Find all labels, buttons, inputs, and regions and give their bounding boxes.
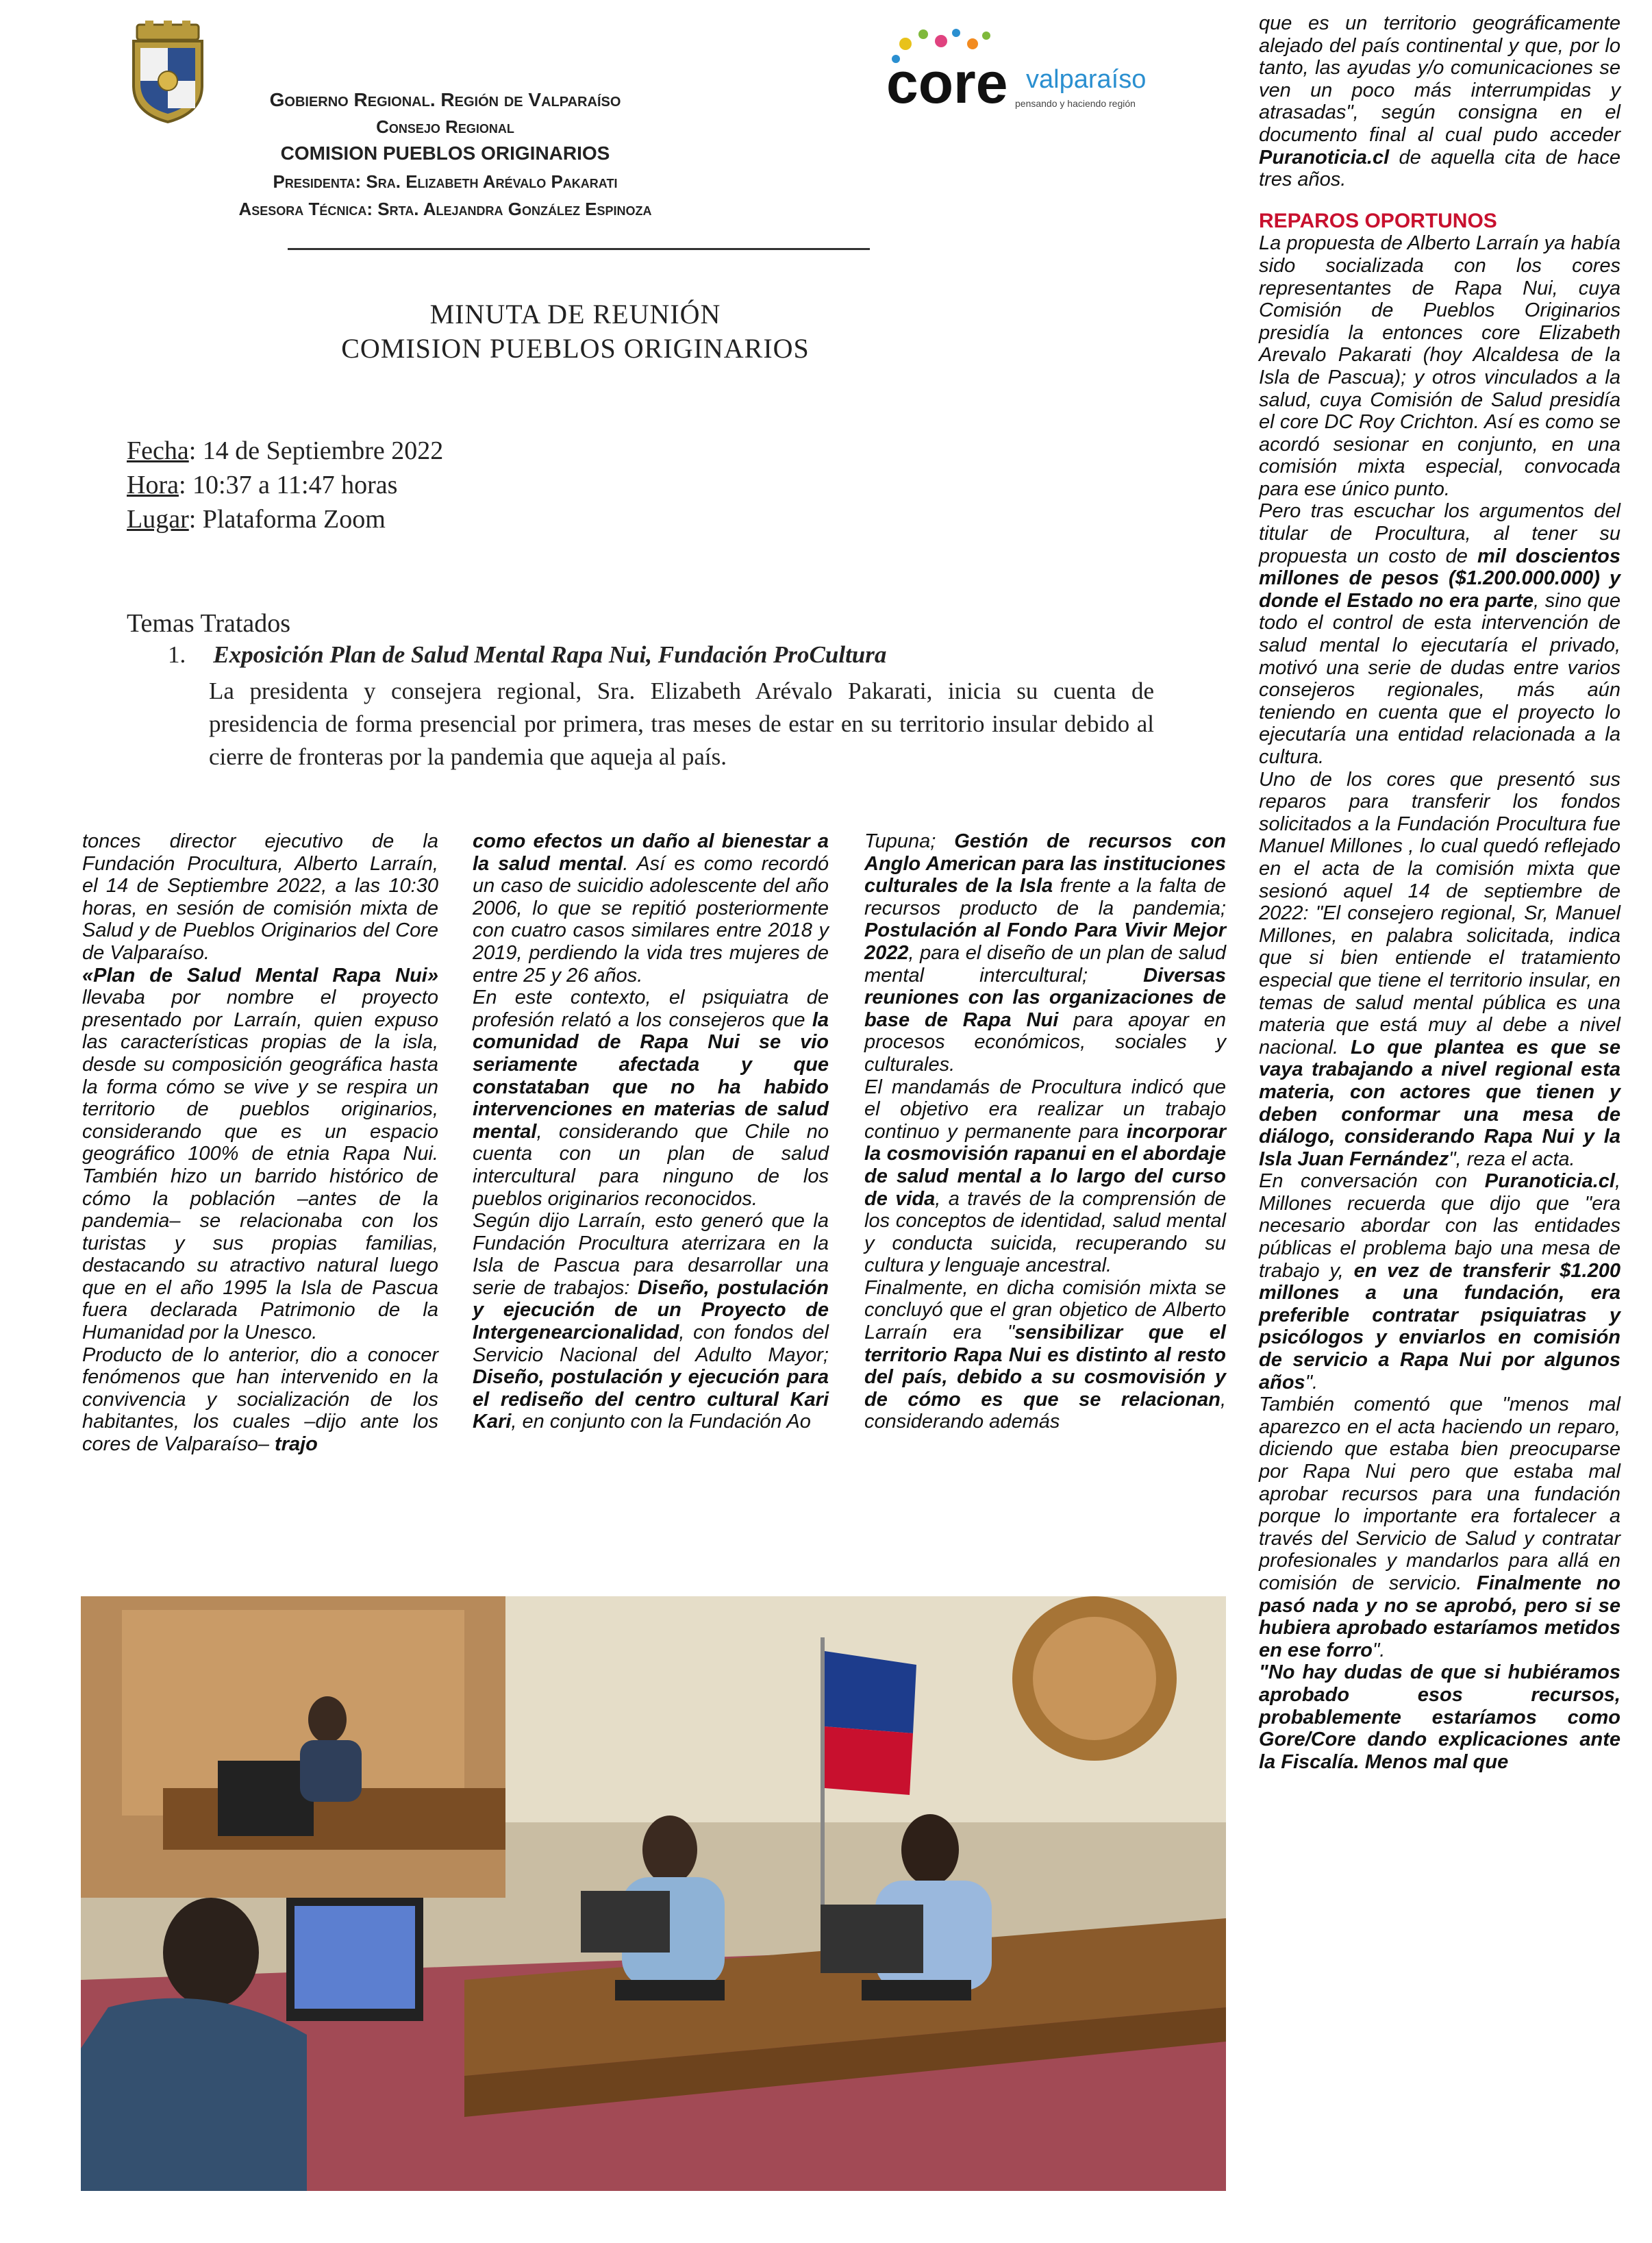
paragraph: [473, 830, 829, 987]
text-run: , con fondos del Servicio Nacional del Adulto Mayor;: [473, 1322, 829, 1366]
text-run: , para el diseño de un plan de salud mental intercultural;: [864, 941, 1226, 987]
paragraph: [1259, 1393, 1620, 1661]
text-run: Tupuna;: [864, 830, 955, 852]
bold-run: trajo: [275, 1433, 318, 1456]
text-run: , en conjunto con la Fundación Ao: [511, 1411, 811, 1433]
text-run: frente a la falta de recursos producto de la pandemia;: [864, 875, 1226, 919]
bold-run: Gestión de recursos con Anglo American para las instituciones culturales de la Isla: [864, 830, 1226, 897]
bold-run: Finalmente no pasó nada y no se aprobó, pero si se hubiera aprobado estaríamos metidos en ese forro: [1259, 1572, 1620, 1661]
bold-run: Diversas reuniones con las organizaciones de base de Rapa Nui: [864, 964, 1226, 1031]
text-run: En conversación con: [1259, 1170, 1485, 1193]
text-run: , considerando que Chile no cuenta con un plan de salud intercultural para ninguno de los pueblos originarios reconocidos.: [473, 1120, 829, 1210]
text-run: Finalmente, en dicha comisión mixta se concluyó que el gran objetico de Alberto Larraín era ": [864, 1276, 1226, 1344]
meta-fecha: Fecha: 14 de Septiembre 2022: [127, 436, 444, 465]
text-run: de aquella cita de hace tres años.: [1259, 146, 1620, 191]
column-4-body: [1259, 232, 1620, 1773]
text-run: ", reza el acta.: [1449, 1148, 1575, 1170]
text-run: . Así es como recordó un caso de suicidio adolescente del año 2006, lo que se repitió posteriormente con cuatro casos similares entre 2018 y 2019, perdiendo la vida tres mujeres de entre 25 y 26 años.: [473, 852, 829, 987]
text-run: El mandamás de Procultura indicó que el objetivo era realizar un trabajo continuo y permanente para: [864, 1076, 1226, 1143]
bold-run: Diseño, postulación y ejecución de un Proyecto de Intergenearcionalidad: [473, 1276, 829, 1344]
bold-run: Puranoticia.cl: [1259, 146, 1390, 169]
paragraph: [473, 1210, 829, 1433]
paragraph: [473, 987, 829, 1210]
bold-run: incorporar la cosmovisión rapanui en el abordaje de salud mental a lo largo del curso de vida: [864, 1120, 1226, 1210]
core-logo-word: core: [886, 51, 1008, 115]
bold-run: Diseño, postulación y ejecución para el rediseño del centro cultural Kari Kari: [473, 1366, 829, 1433]
article-column-1: [82, 830, 438, 1456]
text-run: ".: [1305, 1371, 1318, 1393]
text-run: , sino que todo el control de esta intervención de salud mental lo ejecutaría el privado, motivó una serie de dudas entre varios consejeros regionales, más aún teniendo en cuenta que el proyecto lo ejecutaría una entidad relacionada a la cultura.: [1259, 589, 1620, 768]
text-run: ".: [1373, 1639, 1386, 1661]
paragraph: [82, 1344, 438, 1456]
bold-run: en vez de transferir $1.200 millones a una fundación, era preferible contratar psiquiatras y psicólogos y enviarlos en comisión de servicio a Rapa Nui por algunos años: [1259, 1259, 1620, 1393]
text-run: La propuesta de Alberto Larraín ya había sido socializada con los cores representantes de Rapa Nui, cuya Comisión de Pueblos Originarios presidía la entonces core Elizabeth Arevalo Pakarati (hoy Alcaldesa de la Isla de Pascua); y otros vinculados a la salud, cuya Comisión de Salud presidía el core DC Roy Crichton. Así es como se acordó sesionar en conjunto, en una comisión mixta especial, convocada para ese único punto.: [1259, 232, 1620, 500]
bold-run: la comunidad de Rapa Nui se vio seriamente afectada y que constataban que no ha habido intervenciones en materias de salud mental: [473, 1008, 829, 1143]
paragraph: [1259, 500, 1620, 768]
bold-run: Puranoticia.cl: [1484, 1170, 1615, 1193]
paragraph: [1259, 12, 1620, 191]
paragraph: [82, 965, 438, 1344]
header-divider: [288, 248, 870, 250]
meta-lugar: Lugar: Plataforma Zoom: [127, 505, 386, 534]
text-run: , Millones recuerda que dijo que "era necesario abordar con las entidades públicas el problema bajo una mesa de trabajo y,: [1259, 1170, 1620, 1282]
text-run: llevaba por nombre el proyecto presentado por Larraín, quien expuso las características propias de la isla, desde su composición geográfica hasta la forma cómo se vive y se respira un territorio de pueblos originarios, considerando que es un espacio geográfico 100% de etnia Rapa Nui. También hizo un barrido histórico de cómo la población –antes de la pandemia– se relacionaba con los turistas y sus propias familias, destacando su atractivo natural luego que en el año 1995 la Isla de Pascua fuera declarada Patrimonio de la Humanidad por la Unesco.: [82, 987, 438, 1344]
temas-tratados-heading: Temas Tratados: [127, 609, 291, 638]
bold-run: Postulación al Fondo Para Vivir Mejor 2022: [864, 919, 1226, 964]
header-line-asesora: Asesora Técnica: Srta. Alejandra González Espinoza: [238, 199, 652, 219]
text-run: Uno de los cores que presentó sus reparos para transferir los fondos solicitados a la Fundación Procultura fue Manuel Millones , lo cual quedó reflejado en el acta de la comisión mixta que sesionó aquel 14 de septiembre de 2022: "El consejero regional, Sr, Manuel Millones, en palabra solicitada, indica que si bien entiende el tratamiento especial que tiene el territorio insular, en temas de salud mental pública es una materia que está muy al debe a nivel nacional.: [1259, 768, 1620, 1058]
article-column-4: [1259, 12, 1620, 1773]
bold-run: Lo que plantea es que se vaya trabajando a nivel regional esta materia, con actores que tienen y deben conformar una mesa de diálogo, considerando Rapa Nui y la Isla Juan Fernández: [1259, 1036, 1620, 1170]
text-run: , considerando además: [864, 1388, 1226, 1433]
text-run: Según dijo Larraín, esto generó que la Fundación Procultura aterrizara en la Isla de Pascua para desarrollar una serie de trabajos:: [473, 1210, 829, 1299]
text-run: tonces director ejecutivo de la Fundación Procultura, Alberto Larraín, el 14 de Septiembre 2022, a las 10:30 horas, en sesión de comisión mixta de Salud y de Pueblos Originarios del Core de Valparaíso.: [82, 830, 438, 964]
bold-run: sensibilizar que el territorio Rapa Nui es distinto al resto del país, debido a su cosmovisión y de cómo es que se relacionan: [864, 1322, 1226, 1411]
header-line-gobierno: Gobierno Regional. Región de Valparaíso: [269, 89, 621, 110]
bold-run: como efectos un daño al bienestar a la salud mental: [473, 830, 829, 875]
article-column-2: [473, 830, 829, 1433]
scanned-minute-document: [0, 0, 1212, 815]
header-line-consejo: Consejo Regional: [376, 116, 514, 137]
text-run: , a través de la comprensión de los conceptos de identidad, salud mental y conducta suicida, recuperando su cultura y lenguaje ancestral.: [864, 1187, 1226, 1277]
header-line-comision: COMISION PUEBLOS ORIGINARIOS: [280, 142, 610, 164]
paragraph: [1259, 232, 1620, 500]
core-valparaiso-logo: [884, 27, 1171, 123]
text-run: que es un territorio geográficamente alejado del país continental y que, por lo tanto, las ayudas y/o comunicaciones se ven un poco más interrumpidas y atrasadas", según consigna en el documento final al cual pudo acceder: [1259, 12, 1620, 146]
paragraph: [82, 830, 438, 965]
core-logo-region: valparaíso: [1026, 65, 1147, 94]
council-session-photo: [81, 1596, 1226, 2191]
text-run: Pero tras escuchar los argumentos del titular de Procultura, al tener su propuesta un costo de: [1259, 500, 1620, 567]
text-run: para apoyar en procesos económicos, sociales y culturales.: [864, 1008, 1226, 1076]
column-4-intro: [1259, 12, 1620, 191]
text-run: Producto de lo anterior, dio a conocer fenómenos que han intervenido en la convivencia y socialización de los habitantes, los cuales –dijo ante los cores de Valparaíso–: [82, 1343, 438, 1456]
text-run: En este contexto, el psiquiatra de profesión relató a los consejeros que: [473, 987, 829, 1031]
paragraph: [864, 1277, 1226, 1433]
core-logo-tagline: pensando y haciendo región: [1015, 98, 1136, 109]
article-column-3: [864, 830, 1226, 1433]
paragraph: [864, 830, 1226, 1076]
header-line-presidenta: Presidenta: Sra. Elizabeth Arévalo Pakarati: [273, 171, 618, 192]
agenda-item-title: 1. Exposición Plan de Salud Mental Rapa Nui, Fundación ProCultura: [168, 641, 887, 668]
paragraph: [864, 1076, 1226, 1277]
document-title-line-1: MINUTA DE REUNIÓN: [429, 299, 721, 330]
text-run: También comentó que "menos mal aparezco en el acta haciendo un reparo, diciendo que estaba bien preocuparse por Rapa Nui pero que estaba mal aprobar recursos para una fundación porque lo importante era fortalecer a través del Servicio de Salud y contratar profesionales y mandarlos para allá en comisión de servicio.: [1259, 1393, 1620, 1594]
bold-run: "No hay dudas de que si hubiéramos aprobado esos recursos, probablemente estaríamos como Gore/Core dando explicaciones ante la Fiscalía. Menos mal que: [1259, 1661, 1620, 1773]
bold-run: «Plan de Salud Mental Rapa Nui»: [82, 964, 438, 987]
agenda-item-text: La presidenta y consejera regional, Sra. Elizabeth Arévalo Pakarati, inicia su cuenta de presidencia de forma presencial por primera, tras meses de estar en su territorio insular debido al cierre de fronteras por la pandemia que aqueja al país.: [209, 678, 1154, 770]
meta-hora: Hora: 10:37 a 11:47 horas: [127, 471, 398, 499]
paragraph: [1259, 769, 1620, 1171]
paragraph: [1259, 1661, 1620, 1773]
bold-run: mil doscientos millones de pesos ($1.200.000.000) y donde el Estado no era parte: [1259, 545, 1620, 612]
subheading-reparos-oportunos: REPAROS OPORTUNOS: [1259, 209, 1497, 232]
paragraph: [1259, 1170, 1620, 1393]
document-title-line-2: COMISION PUEBLOS ORIGINARIOS: [341, 333, 810, 364]
